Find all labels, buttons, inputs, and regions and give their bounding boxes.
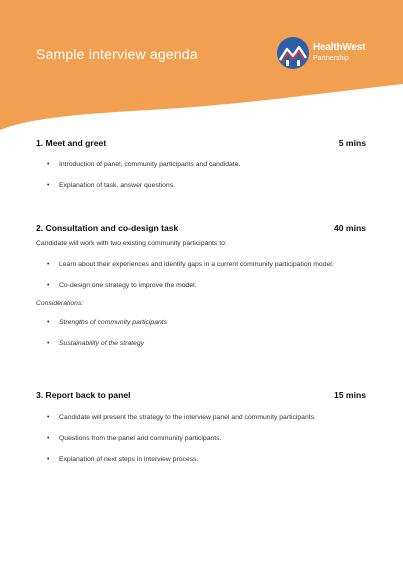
healthwest-logo-mark-icon (276, 36, 310, 70)
agenda-section-meet-and-greet (36, 138, 366, 189)
bullet-icon: • (47, 282, 50, 289)
list-item: • Learn about their experiences and identify gaps in a current community participation model. (47, 261, 334, 268)
healthwest-logo (276, 36, 386, 72)
list-item: • Sustainability of the strategy (47, 340, 145, 347)
agenda-section-consultation (36, 223, 366, 347)
section-intro: Candidate will work with two existing community participants to: (36, 240, 227, 247)
section-title: 1. Meet and greet (36, 138, 107, 148)
bullet-icon: • (47, 435, 50, 442)
bullet-icon: • (47, 182, 50, 189)
logo-name: HealthWest (313, 42, 366, 53)
bullet-icon: • (47, 319, 50, 326)
section-title: 3. Report back to panel (36, 390, 131, 400)
bullet-icon: • (47, 340, 50, 347)
bullet-icon: • (47, 414, 50, 421)
section-duration: 40 mins (333, 223, 366, 233)
section-duration: 5 mins (338, 138, 366, 148)
list-item: • Strengths of community participants (47, 319, 168, 326)
section-duration: 15 mins (333, 390, 366, 400)
list-item: • Introduction of panel, community participants and candidate. (47, 161, 241, 168)
list-item: • Candidate will present the strategy to the interview panel and community participants. (47, 414, 316, 421)
considerations-label: Considerations: (36, 300, 84, 307)
list-item: • Explanation of next steps in interview process. (47, 456, 199, 463)
agenda-section-report-back (36, 390, 366, 463)
section-title: 2. Consultation and co-design task (36, 223, 179, 233)
bullet-icon: • (47, 261, 50, 268)
bullet-icon: • (47, 456, 50, 463)
list-item: • Questions from the panel and community participants. (47, 435, 222, 442)
page-title: Sample interview agenda (36, 46, 198, 62)
list-item: • Explanation of task, answer questions. (47, 182, 175, 189)
list-item: • Co-design one strategy to improve the model. (47, 282, 197, 289)
bullet-icon: • (47, 161, 50, 168)
logo-subtitle: Partnership (313, 55, 349, 62)
